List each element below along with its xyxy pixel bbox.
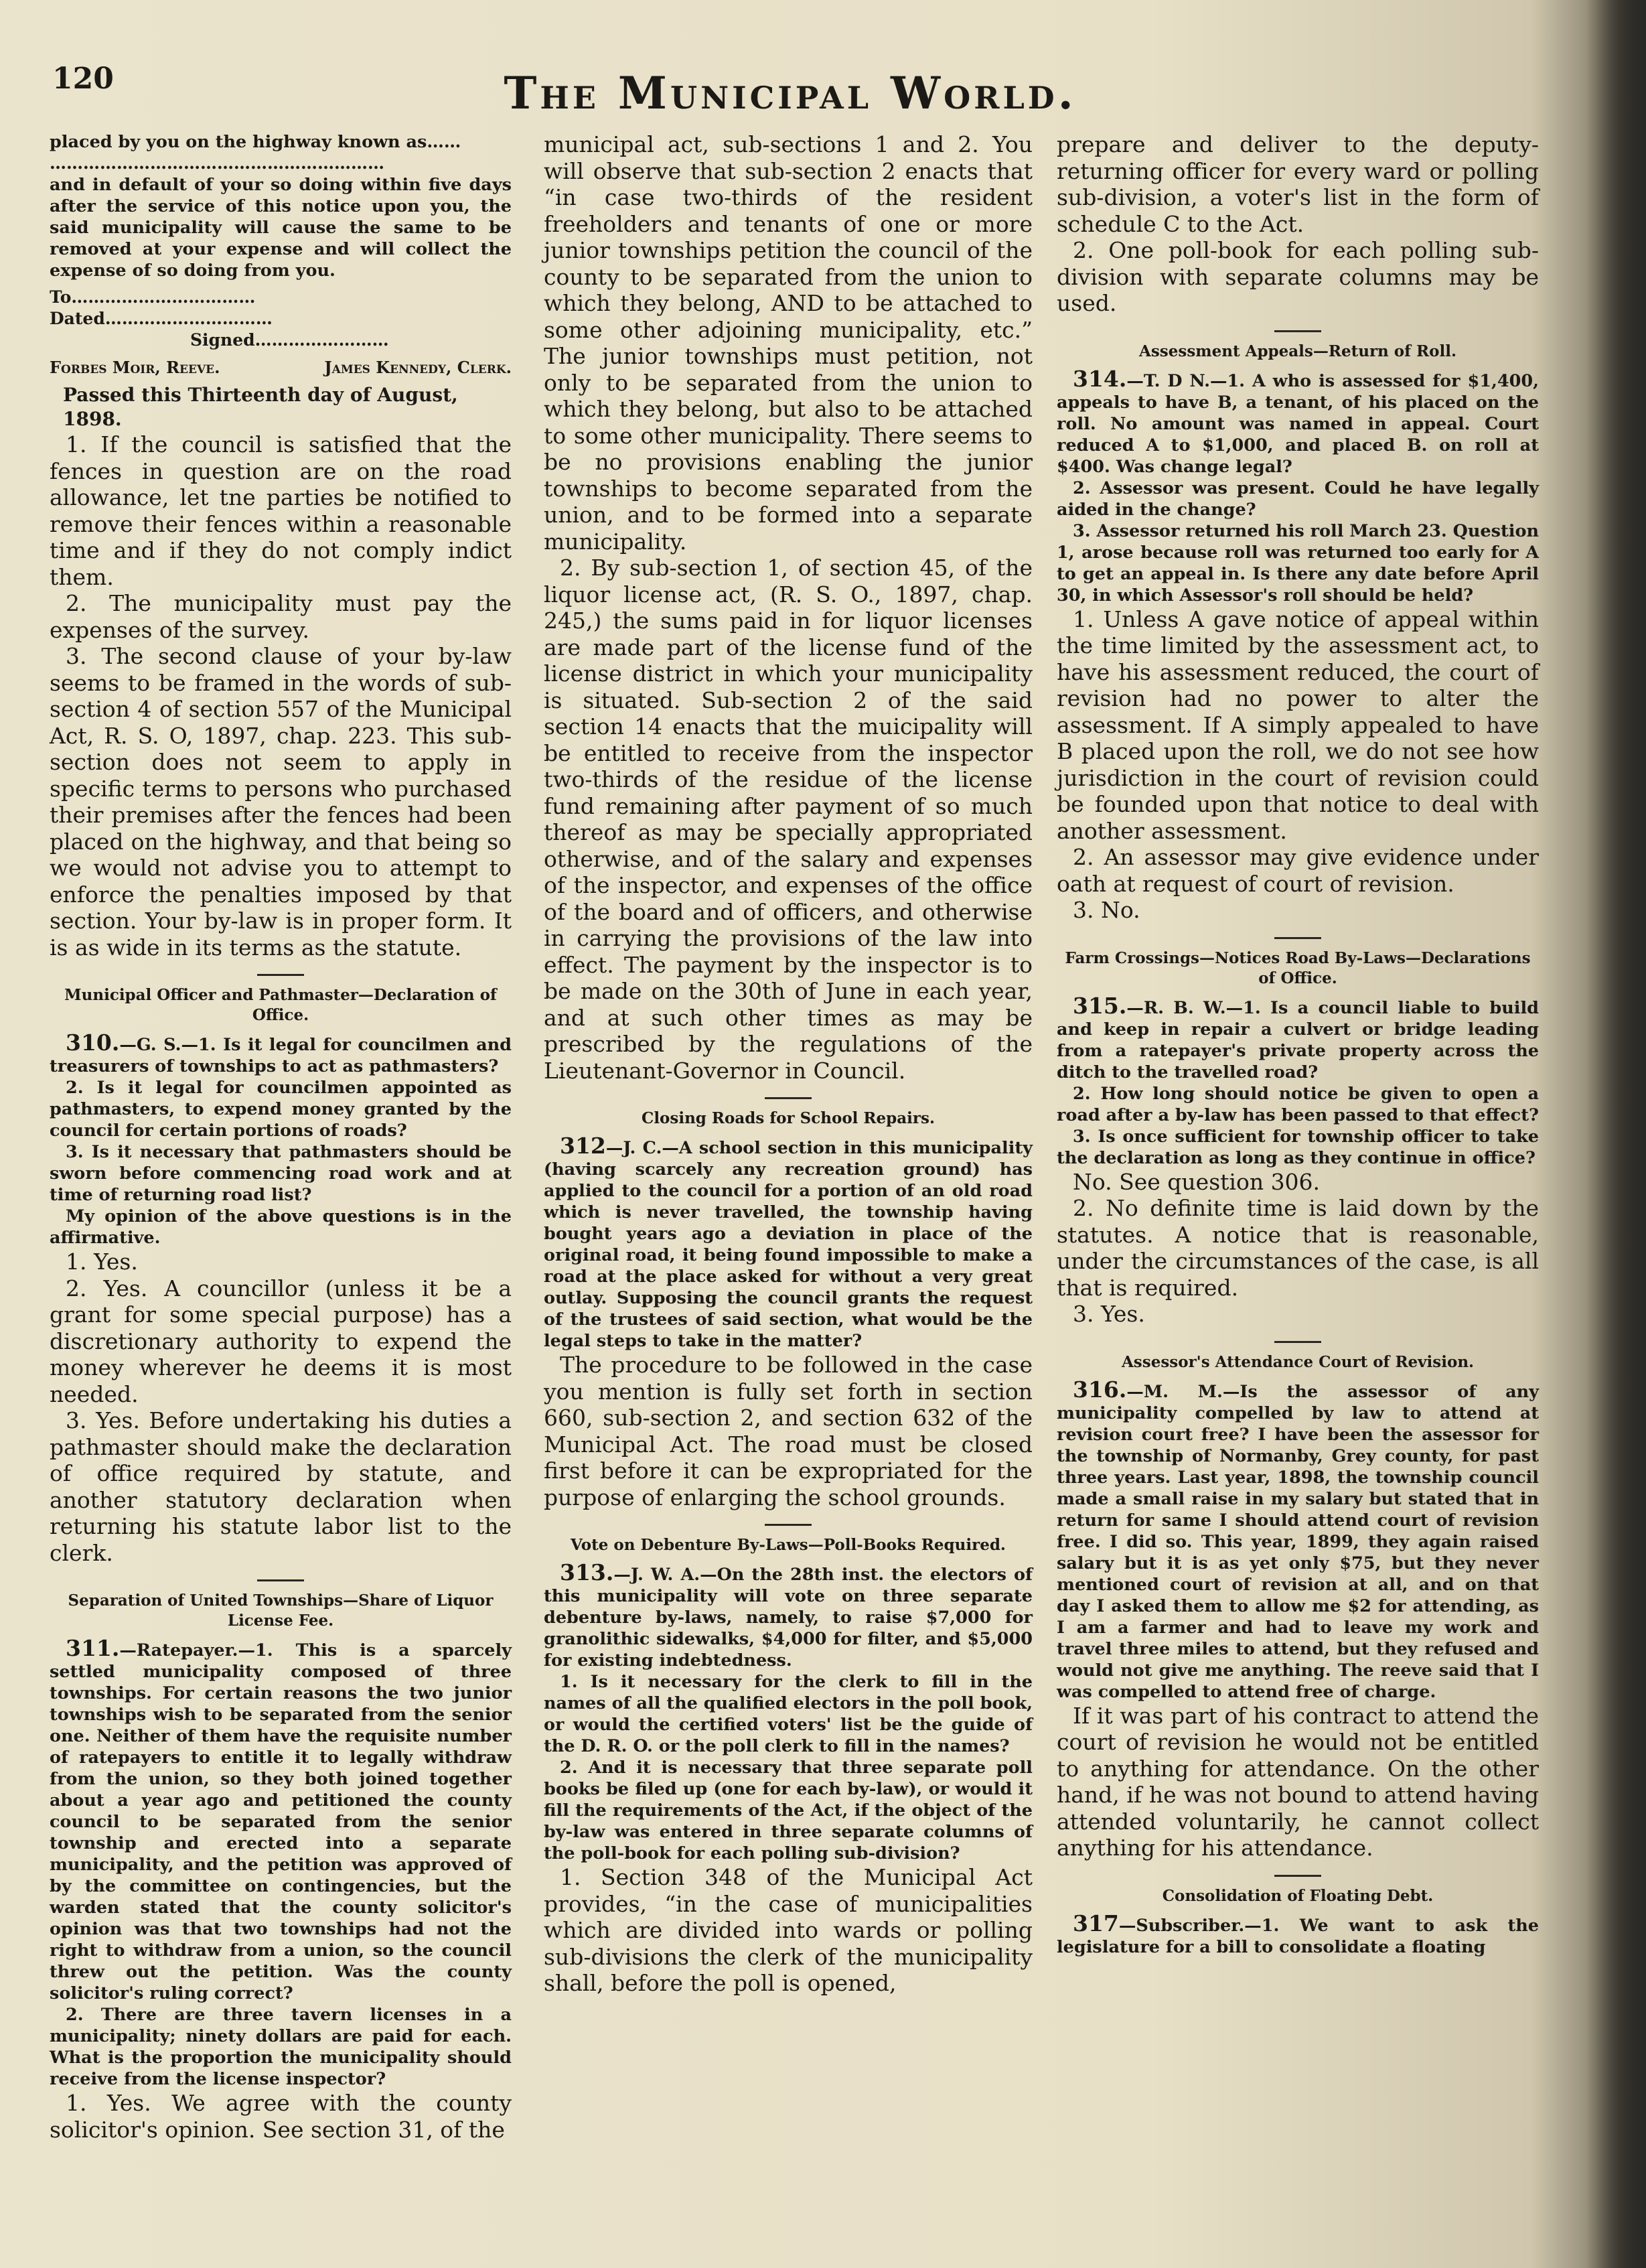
- answer-312: The procedure to be followed in the case you mention is fully set forth in section 660, sub-section 2, and section 632 of the Municipal Act. The road must be closed first before it can be expropriated for the purpose of enlarging the school grounds.: [544, 1352, 1033, 1510]
- signatories: [50, 356, 512, 379]
- section-divider: [257, 1579, 304, 1581]
- question-number-313: 313.: [560, 1559, 614, 1585]
- question-number-310: 310.: [66, 1030, 120, 1056]
- heading-310: Municipal Officer and Pathmaster—Declaration of Office.: [64, 986, 497, 1024]
- question-313-3: 2. And it is necessary that three separate poll books be filed up (one for each by-law), or would it fill the requirements of the Act, if the object of the by-law was entered in three separate columns of the poll-book for each polling sub-division?: [544, 1758, 1033, 1863]
- question-317: [1057, 1910, 1539, 1958]
- question-310-1-text: —G. S.—1. Is it legal for councilmen and treasurers of townships to act as pathmasters?: [50, 1035, 512, 1076]
- question-315-1-text: —R. B. W.—1. Is a council liable to build and keep in repair a culvert or bridge leading from a ratepayer's private property across the ditch to the travelled road?: [1057, 997, 1539, 1082]
- answer-313-2: 2. One poll-book for each polling sub-division with separate columns may be used.: [1057, 237, 1539, 316]
- column-3: [1057, 131, 1539, 1958]
- answer-316: If it was part of his contract to attend the court of revision he would not be entitled to anything for attendance. On the other hand, if he was not bound to attend having attended voluntarily, he cannot collect anything for his attendance.: [1057, 1702, 1539, 1861]
- heading-311: Separation of United Townships—Share of Liquor License Fee.: [68, 1591, 494, 1630]
- answer-311-continued: municipal act, sub-sections 1 and 2. You will observe that sub-section 2 enacts that “in case two-thirds of the resident freeholders and tenants of one or more junior townships petition the council of the county to be separated from the union to which they belong, AND to be attached to some other adjoining municipality, etc.” The junior townships must petition, not only to be separated from the union to which they belong, but also to be attached to some other municipality. There seems to be no provisions enabling the junior townships to become separated from the union, and to be formed into a separate municipality.: [544, 131, 1033, 555]
- to-line: To……………………………: [50, 287, 256, 307]
- notice-dots: ……………………………………………………: [50, 153, 384, 173]
- answer-314-3: 3. No.: [1073, 897, 1140, 923]
- question-311-1: [50, 1635, 512, 2004]
- question-315-3: 3. Is once sufficient for township officer to take the declaration as long as they continue in office?: [1057, 1126, 1539, 1168]
- section-divider: [765, 1524, 812, 1526]
- heading-312: Closing Roads for School Repairs.: [642, 1109, 935, 1127]
- answer-315-1: No. See question 306.: [1073, 1168, 1321, 1195]
- answer-2: 2. The municipality must pay the expenses of the survey.: [50, 590, 512, 643]
- question-310-4: My opinion of the above questions is in the affirmative.: [50, 1206, 512, 1248]
- page-number: 120: [52, 62, 114, 96]
- answer-1: 1. If the council is satisfied that the fences in question are on the road allowance, let tne parties be notified to remove their fences within a reasonable time and if they do not comply indict them.: [50, 431, 512, 590]
- question-number-314: 314.: [1073, 365, 1127, 392]
- section-divider: [1274, 1875, 1321, 1877]
- question-316-text: —M. M.—Is the assessor of any municipality compelled by law to attend at revision court free? I have been the assessor for the township of Normanby, Grey county, for past three years. Last year, 1898, the township council made a small raise in my salary but stated that in return for same I should attend court of revision free. I did so. This year, 1899, they again raised salary but it is as yet only $75, but they never mentioned court of revision at all, and on that day I asked them to allow me $2 for attending, as I am a farmer and had to leave my work and travel three miles to attend, but they refused and would not give me anything. The reeve said that I was compelled to attend free of charge.: [1057, 1381, 1539, 1702]
- answer-314-1: 1. Unless A gave notice of appeal within the time limited by the assessment act, to have his assessment reduced, the court of revision had no power to alter the assessment. If A simply appealed to have B placed upon the roll, we do not see how jurisdiction in the court of revision could be founded upon that notice to deal with another assessment.: [1057, 606, 1539, 844]
- question-310-1: [50, 1032, 512, 1077]
- section-divider: [1274, 1341, 1321, 1343]
- binding-shadow: [1586, 0, 1646, 2268]
- answer-311-1: 1. Yes. We agree with the county solicitor's opinion. See section 31, of the: [50, 2090, 512, 2143]
- column-1: [50, 131, 512, 2143]
- question-314-2: 2. Assessor was present. Could he have legally aided in the change?: [1057, 478, 1539, 520]
- answer-315-3: 3. Yes.: [1073, 1301, 1145, 1327]
- heading-317: Consolidation of Floating Debt.: [1162, 1886, 1434, 1905]
- masthead-title: The Municipal World.: [504, 67, 1077, 119]
- dated-line: Dated…………………………: [50, 309, 273, 328]
- notice-text-2: and in default of your so doing within five days after the service of this notice upon you, the said municipality will cause the same to be removed at your expense and will collect the expense of so doing from you.: [50, 175, 512, 281]
- question-314-1-text: —T. D N.—1. A who is assessed for $1,400, appeals to have B, a tenant, of his placed on the roll. No amount was named in appeal. Court reduced A to $1,000, and placed B. on roll at $400. Was change legal?: [1057, 370, 1539, 477]
- question-313-1-text: —J. W. A.—On the 28th inst. the electors of this municipality will vote on three separate debenture by-laws, namely, to raise $7,000 for granolithic sidewalks, $4,000 for filter, and $5,000 for existing indebtedness.: [544, 1565, 1033, 1671]
- question-315-2: 2. How long should notice be given to open a road after a by-law has been passed to that effect?: [1057, 1083, 1539, 1125]
- answer-311-2: 2. By sub-section 1, of section 45, of the liquor license act, (R. S. O., 1897, chap. 245,) the sums paid in for liquor licenses are made part of the license fund of the license district in which your municipality is situated. Sub-section 2 of the said section 14 enacts that the muicipality will be entitled to receive from the inspector two-thirds of the residue of the license fund remaining after payment of so much thereof as may be specially appropriated otherwise, and of the salary and expenses of the inspector, and expenses of the office of the board and of officers, and otherwise in carrying the provisions of the law into effect. The payment by the inspector is to be made on the 30th of June in each year, and at such other times as may be prescribed by the regulations of the Lieutenant-Governor in Council.: [544, 555, 1033, 1084]
- question-number-311: 311.: [66, 1635, 120, 1661]
- section-divider: [765, 1097, 812, 1099]
- answer-310-3: 3. Yes. Before undertaking his duties a pathmaster should make the declaration of office required by statute, and another statutory declaration when returning his statute labor list to the clerk.: [50, 1407, 512, 1566]
- answer-310-1: 1. Yes.: [66, 1249, 138, 1275]
- question-311-2: 2. There are three tavern licenses in a municipality; ninety dollars are paid for each. What is the proportion the municipality should receive from the license inspector?: [50, 2005, 512, 2089]
- answer-310-2: 2. Yes. A councillor (unless it be a grant for some special purpose) has a discretionary authority to expend the money wherever he deems it is most needed.: [50, 1275, 512, 1407]
- question-310-3: 3. Is it necessary that pathmasters should be sworn before commencing road work and at time of returning road list?: [50, 1142, 512, 1205]
- heading-314: Assessment Appeals—Return of Roll.: [1139, 342, 1456, 360]
- clerk-signature: James Kennedy, Clerk.: [324, 358, 512, 377]
- notice-text-1: placed by you on the highway known as……: [50, 132, 461, 152]
- question-310-2: 2. Is it legal for councilmen appointed as pathmasters, to expend money granted by the council for certain portions of roads?: [50, 1078, 512, 1141]
- question-316: [1057, 1376, 1539, 1703]
- question-number-312: 312: [560, 1133, 606, 1159]
- question-314-3: 3. Assessor returned his roll March 23. Question 1, arose because roll was returned too early for A to get an appeal in. Is there any date before April 30, in which Assessor's roll should be held?: [1057, 520, 1540, 606]
- signed-line: Signed……………………: [190, 330, 389, 350]
- passed-date: Passed this Thirteenth day of August, 1898.: [63, 384, 458, 430]
- question-312-text: —J. C.—A school section in this municipality (having scarcely any recreation ground) has applied to the council for a portion of an old road which is never travelled, the township having bought years ago a deviation in place of the original road, it being found impossible to make a road at the place asked for without a very great outlay. Supposing the council grants the request of the trustees of said section, what would be the legal steps to take in the matter?: [544, 1138, 1033, 1351]
- question-number-316: 316.: [1073, 1376, 1127, 1403]
- heading-315: Farm Crossings—Notices Road By-Laws—Declarations of Office.: [1065, 948, 1531, 987]
- heading-313: Vote on Debenture By-Laws—Poll-Books Required.: [571, 1536, 1006, 1554]
- question-311-1-text: —Ratepayer.—1. This is a sparcely settled municipality composed of three townships. For certain reasons the two junior townships wish to be separated from the senior one. Neither of them have the requisite number of ratepayers to entitle it to legally withdraw from the union, so they both joined together about a year ago and petitioned the county council to be separated from the senior township and erected into a separate municipality, and the petition was approved of by the committee on contingencies, but the warden stated that the county solicitor's opinion was that two townships had not the right to withdraw from a union, so the council threw out the petition. Was the county solicitor's ruling correct?: [50, 1640, 512, 2003]
- section-divider: [1274, 330, 1321, 332]
- question-313-2: 1. Is it necessary for the clerk to fill in the names of all the qualified electors in the poll book, or would the certified voters' list be the guide of the D. R. O. or the poll clerk to fill in the names?: [544, 1672, 1033, 1756]
- question-315-1: [1057, 992, 1539, 1083]
- section-divider: [257, 974, 304, 976]
- question-314-1: [1057, 365, 1539, 478]
- heading-316: Assessor's Attendance Court of Revision.: [1121, 1352, 1475, 1371]
- reeve-signature: Forbes Moir, Reeve.: [50, 358, 220, 377]
- question-313-1: [544, 1559, 1033, 1671]
- answer-313-1: 1. Section 348 of the Municipal Act provides, “in the case of municipalities which are divided into wards or polling sub-divisions the clerk of the municipality shall, before the poll is opened,: [544, 1864, 1033, 1996]
- question-number-317: 317: [1073, 1910, 1119, 1936]
- answer-314-2: 2. An assessor may give evidence under oath at request of court of revision.: [1057, 844, 1539, 897]
- question-number-315: 315.: [1073, 992, 1127, 1019]
- question-312: [544, 1135, 1033, 1352]
- answer-315-2: 2. No definite time is laid down by the statutes. A notice that is reasonable, under the circumstances of the case, is all that is required.: [1057, 1195, 1539, 1301]
- column-2: [544, 131, 1033, 1997]
- answer-313-continued: prepare and deliver to the deputy-returning officer for every ward or polling sub-division, a voter's list in the form of schedule C to the Act.: [1057, 131, 1539, 237]
- section-divider: [1274, 937, 1321, 939]
- answer-3: 3. The second clause of your by-law seems to be framed in the words of sub-section 4 of section 557 of the Municipal Act, R. S. O, 1897, chap. 223. This sub-section does not seem to apply in specific terms to persons who purchased their premises after the fences had been placed on the highway, and that being so we would not advise you to attempt to enforce the penalties imposed by that section. Your by-law is in proper form. It is as wide in its terms as the statute.: [50, 643, 512, 961]
- question-317-text: —Subscriber.—1. We want to ask the legislature for a bill to consolidate a floating: [1057, 1915, 1539, 1957]
